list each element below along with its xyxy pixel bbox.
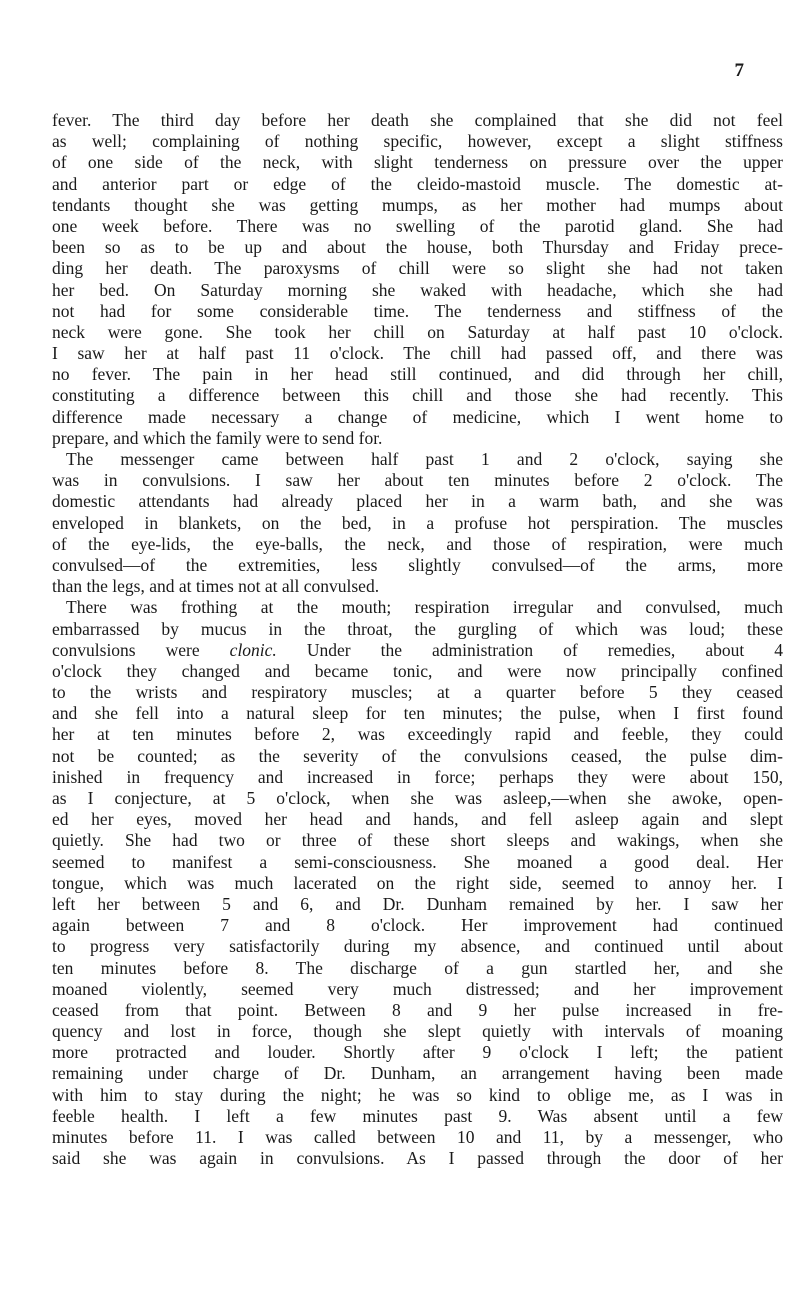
text-line: The messenger came between half past 1 and 2 o'clock, saying she	[66, 449, 783, 469]
text-segment: convulsions were	[52, 639, 230, 660]
text-line: her bed. On Saturday morning she waked with headache, which she had	[52, 279, 783, 300]
text-line: ed her eyes, moved her head and hands, and fell asleep again and slept	[52, 809, 783, 830]
text-line: tongue, which was much lacerated on the right side, seemed to annoy her. I	[52, 872, 783, 893]
text-line: to progress very satisfactorily during my absence, and continued until about	[52, 936, 783, 957]
text-line: ten minutes before 8. The discharge of a gun startled her, and she	[52, 957, 783, 978]
text-line: left her between 5 and 6, and Dr. Dunham remained by her. I saw her	[52, 893, 783, 914]
text-line: been so as to be up and about the house, both Thursday and Friday prece-	[52, 237, 783, 258]
text-line: constituting a difference between this chill and those she had recently. This	[52, 385, 783, 406]
text-line: and anterior part or edge of the cleido-mastoid muscle. The domestic at-	[52, 173, 783, 194]
text-line: neck were gone. She took her chill on Saturday at half past 10 o'clock.	[52, 321, 783, 342]
italic-term: clonic.	[229, 639, 277, 660]
text-line: prepare, and which the family were to send for.	[52, 427, 383, 448]
body-text	[52, 110, 783, 1169]
text-line: not had for some considerable time. The tenderness and stiffness of the	[52, 300, 783, 321]
text-line: domestic attendants had already placed her in a warm bath, and she was	[52, 491, 783, 512]
text-line: difference made necessary a change of medicine, which I went home to	[52, 406, 783, 427]
text-line: of the eye-lids, the eye-balls, the neck, and those of respiration, were much	[52, 533, 783, 554]
text-line: moaned violently, seemed very much distressed; and her improvement	[52, 978, 783, 999]
text-line: one week before. There was no swelling of the parotid gland. She had	[52, 215, 783, 236]
text-segment: Under the administration of remedies, about 4	[276, 639, 783, 660]
text-line: more protracted and louder. Shortly after 9 o'clock I left; the patient	[52, 1042, 783, 1063]
text-line: her at ten minutes before 2, was exceedingly rapid and feeble, they could	[52, 724, 783, 745]
text-line-mixed	[52, 640, 783, 661]
text-line: tendants thought she was getting mumps, as her mother had mumps about	[52, 194, 783, 215]
text-line: with him to stay during the night; he was so kind to oblige me, as I was in	[52, 1084, 783, 1105]
text-line: remaining under charge of Dr. Dunham, an arrangement having been made	[52, 1063, 783, 1084]
text-line: as I conjecture, at 5 o'clock, when she was asleep,—when she awoke, open-	[52, 788, 783, 808]
text-line: to the wrists and respiratory muscles; at a quarter before 5 they ceased	[52, 682, 783, 703]
text-line: again between 7 and 8 o'clock. Her improvement had continued	[52, 915, 783, 936]
text-line: of one side of the neck, with slight tenderness on pressure over the upper	[52, 152, 783, 173]
text-line: quietly. She had two or three of these short sleeps and wakings, when she	[52, 830, 783, 851]
text-line: convulsed—of the extremities, less slightly convulsed—of the arms, more	[52, 554, 783, 575]
text-line: I saw her at half past 11 o'clock. The chill had passed off, and there was	[52, 343, 783, 364]
text-line: not be counted; as the severity of the convulsions ceased, the pulse dim-	[52, 745, 783, 766]
text-line: quency and lost in force, though she slept quietly with intervals of moaning	[52, 1021, 783, 1042]
text-line: as well; complaining of nothing specific, however, except a slight stiffness	[52, 131, 783, 152]
text-line: ding her death. The paroxysms of chill were so slight she had not taken	[52, 258, 783, 279]
text-line: ceased from that point. Between 8 and 9 her pulse increased in fre-	[52, 999, 783, 1020]
text-line: minutes before 11. I was called between 10 and 11, by a messenger, who	[52, 1127, 783, 1147]
page-number: 7	[734, 60, 744, 81]
text-line: seemed to manifest a semi-consciousness. She moaned a good deal. Her	[52, 851, 783, 872]
text-line: and she fell into a natural sleep for ten minutes; the pulse, when I first found	[52, 703, 783, 724]
text-line: embarrassed by mucus in the throat, the gurgling of which was loud; these	[52, 618, 783, 639]
text-line: no fever. The pain in her head still continued, and did through her chill,	[52, 364, 783, 385]
text-line: feeble health. I left a few minutes past 9. Was absent until a few	[52, 1105, 783, 1126]
text-line: than the legs, and at times not at all convulsed.	[52, 576, 380, 597]
text-line: fever. The third day before her death she complained that she did not feel	[52, 110, 783, 130]
text-line: said she was again in convulsions. As I passed through the door of her	[52, 1148, 783, 1169]
text-line: was in convulsions. I saw her about ten minutes before 2 o'clock. The	[52, 470, 783, 491]
text-line: o'clock they changed and became tonic, and were now principally confined	[52, 660, 783, 681]
text-line: There was frothing at the mouth; respiration irregular and convulsed, much	[66, 597, 783, 618]
text-line: inished in frequency and increased in force; perhaps they were about 150,	[52, 766, 783, 787]
text-line: enveloped in blankets, on the bed, in a profuse hot perspiration. The muscles	[52, 512, 783, 533]
